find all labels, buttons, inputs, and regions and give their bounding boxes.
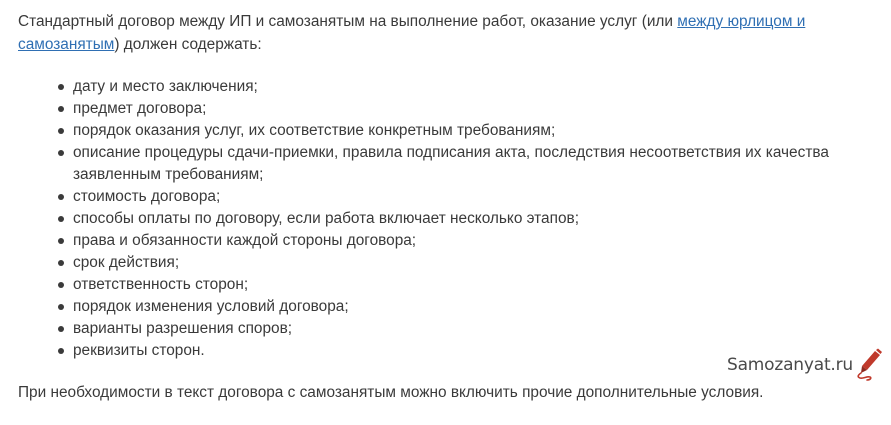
list-item: реквизиты сторон.: [18, 340, 858, 362]
logo-text: Samozanyat.ru: [727, 355, 853, 375]
list-item: порядок оказания услуг, их соответствие конкретным требованиям;: [18, 120, 858, 142]
pen-icon: [855, 348, 883, 382]
list-item: варианты разрешения споров;: [18, 318, 858, 340]
site-logo: [727, 347, 883, 383]
requirements-list: [18, 76, 858, 362]
link-yurlico-samozanyat[interactable]: между юрлицом и самозанятым: [18, 13, 806, 53]
list-item: срок действия;: [18, 252, 858, 274]
list-item: дату и место заключения;: [18, 76, 858, 98]
list-item: порядок изменения условий договора;: [18, 296, 858, 318]
list-item: стоимость договора;: [18, 186, 858, 208]
list-item: способы оплаты по договору, если работа включает несколько этапов;: [18, 208, 858, 230]
outro-paragraph: При необходимости в текст договора с самозанятым можно включить прочие дополнительные условия.: [18, 384, 764, 401]
intro-text-before: Стандартный договор между ИП и самозанятым на выполнение работ, оказание услуг (или: [18, 13, 678, 30]
list-item: описание процедуры сдачи-приемки, правила подписания акта, последствия несоответствия их качества заявленным требованиям;: [18, 142, 858, 186]
list-item: права и обязанности каждой стороны договора;: [18, 230, 858, 252]
list-item: предмет договора;: [18, 98, 858, 120]
intro-paragraph: [18, 10, 858, 56]
list-item: ответственность сторон;: [18, 274, 858, 296]
intro-text-after: ) должен содержать:: [114, 36, 262, 53]
